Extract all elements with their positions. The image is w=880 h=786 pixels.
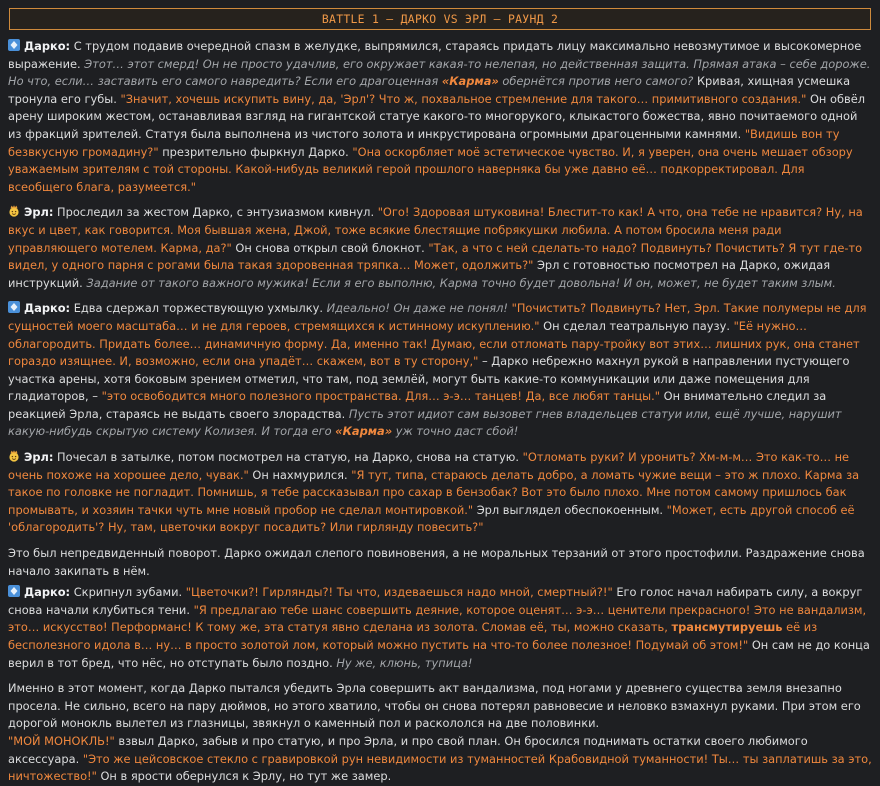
story-paragraph bbox=[8, 584, 872, 672]
narration-text: Кривая, хищная усмешка тронула его губы. bbox=[8, 74, 851, 106]
narration-text: Проследил за жестом Дарко, с энтузиазмом кивнул. bbox=[53, 205, 378, 220]
story-paragraph bbox=[8, 449, 872, 537]
dialogue-text: "Значит, хочешь искупить вину, да, 'Эрл'? Что ж, похвальное стремление для такого… примитивного создания." bbox=[120, 91, 807, 106]
thought-emphasis-word: «Карма» bbox=[441, 74, 499, 89]
dialogue-text: "это освободится много полезного пространства. Для… э-э… танцев! Да, все любят танцы." bbox=[101, 389, 661, 404]
thought-text: Задание от такого важного мужика! Если я его выполню, Карма точно будет довольна! И он, может, не будет таким злым. bbox=[86, 275, 836, 290]
dialogue-text: "Я тут, типа, стараюсь делать добро, а ломать чужие вещи – это ж плохо. Карма за такое по головке не погладит. Помнишь, я тебе рассказывал про сахар в бензобак? Вот это было плохо. Мне потом самому пришлось бак промывать, и хозяин тачки чуть мне новый пробор не сделал монтировкой." bbox=[8, 467, 860, 517]
dialogue-text: "Ого! Здоровая штуковина! Блестит-то как! А что, она тебе не нравится? Ну, на вкус и цвет, как говорится. Моя бывшая жена, Джой, тоже всякие блестящие побрякушки любила. А потом бросила меня ради управляющего мотелем. Карма, да?" bbox=[8, 205, 863, 255]
speaker-name: Дарко: bbox=[24, 301, 71, 316]
dialogue-text: "Отломать руки? И уронить? Хм-м-м… Это как-то… не очень похоже на хорошее дело, чувак." bbox=[8, 450, 850, 482]
narration-text: Его голос начал набирать силу, а вокруг снова начали клубиться тени. bbox=[8, 585, 863, 617]
thought-text: Пусть этот идиот сам вызовет гнев владельцев статуи или, ещё лучше, нарушит какую-нибудь скрытую систему Колизея. И тогда его bbox=[8, 406, 842, 439]
battle-title-banner: BATTLE 1 – ДАРКО VS ЭРЛ – РАУНД 2 bbox=[9, 8, 871, 30]
narration-text: – Дарко небрежно махнул рукой в направлении пустующего участка арены, хотя боковым зрением отметил, что там, под землёй, могут быть какие-то коммуникации или даже помещения для гладиаторов, – bbox=[8, 354, 850, 404]
dialogue-text: "Почистить? Подвинуть? Нет, Эрл. Такие полумеры не для сущностей моего масштаба… и не для героев, стремящихся к истинному искуплению." bbox=[8, 301, 867, 333]
narration-text: Именно в этот момент, когда Дарко пытался убедить Эрла совершить акт вандализма, под ногами у древнего существа земля внезапно просела. Не сильно, всего на пару дюймов, но этого хватило, чтобы он снова потерял равновесие и неловко взмахнул руками. При этом его дорогой монокль вылетел из глазницы, звякнул о каменный пол и раскололся на две половинки. bbox=[8, 681, 861, 731]
narration-text: Он нахмурился. bbox=[248, 467, 352, 482]
dialogue-text: "Она оскорбляет моё эстетическое чувство. И, я уверен, она очень мешает обзору уважаемым зрителям с той стороны. Какой-нибудь великий герой прошлого наверняка бы уже давно её… подкорректировал. Для всеобщего блага, разумеется." bbox=[8, 144, 853, 194]
dialogue-text: её из бесполезного идола в… ну… в просто золотой лом, который можно пустить на что-то более полезное! Подумай об этом!" bbox=[8, 620, 818, 652]
story-paragraph bbox=[8, 545, 872, 580]
story-paragraph bbox=[8, 300, 872, 441]
dialogue-text: "Её нужно… облагородить. Придать более… динамичную форму. Да, именно так! Думаю, если отломать пару-тройку вот этих… лишних рук, она станет гораздо изящнее. И, возможно, если она упадёт… скажем, вот в ту сторону," bbox=[8, 318, 860, 369]
story-paragraph bbox=[8, 680, 872, 786]
narration-text: Эрл с готовностью посмотрел на Дарко, ожидая инструкций. bbox=[8, 258, 831, 290]
speaker-name: Дарко: bbox=[24, 39, 71, 53]
crowned-face-emoji-icon bbox=[8, 205, 20, 217]
story-paragraph bbox=[8, 204, 872, 292]
dialogue-emphasis: трансмутируешь bbox=[671, 620, 783, 635]
dialogue-text: "Может, есть другой способ её 'облагородить'? Ну, там, цветочки вокруг посадить? Или гирлянду повесить?" bbox=[8, 502, 855, 535]
dialogue-text: "Цветочки?! Гирлянды?! Ты что, издеваешься надо мной, смертный?!" bbox=[185, 585, 613, 600]
narration-text: взвыл Дарко, забыв и про статую, и про Эрла, и про свой план. Он бросился поднимать остатки своего любимого аксессуара. bbox=[8, 733, 808, 766]
narration-text: Скрипнул зубами. bbox=[70, 585, 186, 600]
blue-diamond-emoji-icon bbox=[8, 585, 20, 597]
narration-text: С трудом подавив очередной спазм в желудке, выпрямился, стараясь придать лицу максимально невозмутимое и высокомерное выражение. bbox=[8, 39, 862, 71]
speaker-name: Дарко: bbox=[24, 585, 71, 600]
thought-text: Ну же, клюнь, тупица! bbox=[336, 655, 473, 670]
dialogue-text: "МОЙ МОНОКЛЬ!" bbox=[8, 733, 115, 748]
blue-diamond-emoji-icon bbox=[8, 301, 20, 313]
crowned-face-emoji-icon bbox=[8, 450, 20, 462]
narration-text: Это был непредвиденный поворот. Дарко ожидал слепого повиновения, а не моральных терзаний от этого простофили. Раздражение снова начало закипать в нём. bbox=[8, 546, 865, 578]
narration-text: Он снова открыл свой блокнот. bbox=[231, 240, 429, 255]
story-paragraph bbox=[8, 38, 872, 196]
thought-text: Этот… этот смерд! Он не просто удачлив, его окружает какая-то нелепая, но действенная защита. Прямая атака – себе дороже. Но что, если… заставить его самого навредить? Если его драгоценная bbox=[8, 56, 871, 89]
narration-text: Он обвёл арену широким жестом, останавливая взгляд на гигантской статуе какого-то многорукого, клыкастого божества, явно почитаемого одной из фракций зрителей. Статуя была выполнена из чистого золота и инкрустирована огромными драгоценными камнями. bbox=[8, 91, 865, 141]
narration-text: Едва сдержал торжествующую ухмылку. bbox=[70, 301, 327, 316]
thought-emphasis bbox=[335, 424, 392, 438]
dialogue-text: "Я предлагаю тебе шанс совершить деяние, которое оценят… э-э… ценители прекрасного! Это не вандализм, это… искусство! Перформанс! К тому же, эта статуя явно сделана из золота. Сломав её, ты, можно сказать, bbox=[8, 602, 867, 635]
thought-text: обернётся против него самого? bbox=[498, 74, 694, 89]
thought-text: уж точно даст сбой! bbox=[392, 424, 519, 439]
story-body bbox=[8, 38, 872, 786]
speaker-name: Эрл: bbox=[24, 205, 54, 220]
thought-text: Идеально! Он даже не понял! bbox=[326, 301, 508, 316]
blue-diamond-emoji-icon bbox=[8, 39, 20, 51]
narration-text: Он сам не до конца верил в тот бред, что нёс, но отступать было поздно. bbox=[8, 638, 870, 670]
narration-text: Он сделал театральную паузу. bbox=[539, 318, 734, 333]
narration-text: Эрл выглядел обеспокоенным. bbox=[473, 502, 667, 517]
narration-text: Он в ярости обернулся к Эрлу, но тут же замер. bbox=[96, 769, 392, 784]
narration-text: презрительно фыркнул Дарко. bbox=[158, 144, 353, 159]
narration-text: Почесал в затылке, потом посмотрел на статую, на Дарко, снова на статую. bbox=[53, 450, 523, 465]
speaker-name: Эрл: bbox=[24, 450, 54, 465]
thought-emphasis-word: «Карма» bbox=[335, 424, 393, 439]
dialogue-text: "Видишь вон ту безвкусную громадину?" bbox=[8, 126, 840, 159]
dialogue-text: "Это же цейсовское стекло с гравировкой рун невидимости из туманностей Крабовидной туманности! Ты… ты заплатишь за это, ничтожество!" bbox=[8, 751, 872, 784]
thought-emphasis bbox=[442, 74, 499, 88]
narration-text: Он внимательно следил за реакцией Эрла, стараясь не выдать своего злорадства. bbox=[8, 389, 827, 421]
dialogue-text: "Так, а что с ней сделать-то надо? Подвинуть? Почистить? Я тут где-то видел, у одного парня с рогами была такая здоровенная тряпка… Может, одолжить?" bbox=[8, 240, 863, 273]
